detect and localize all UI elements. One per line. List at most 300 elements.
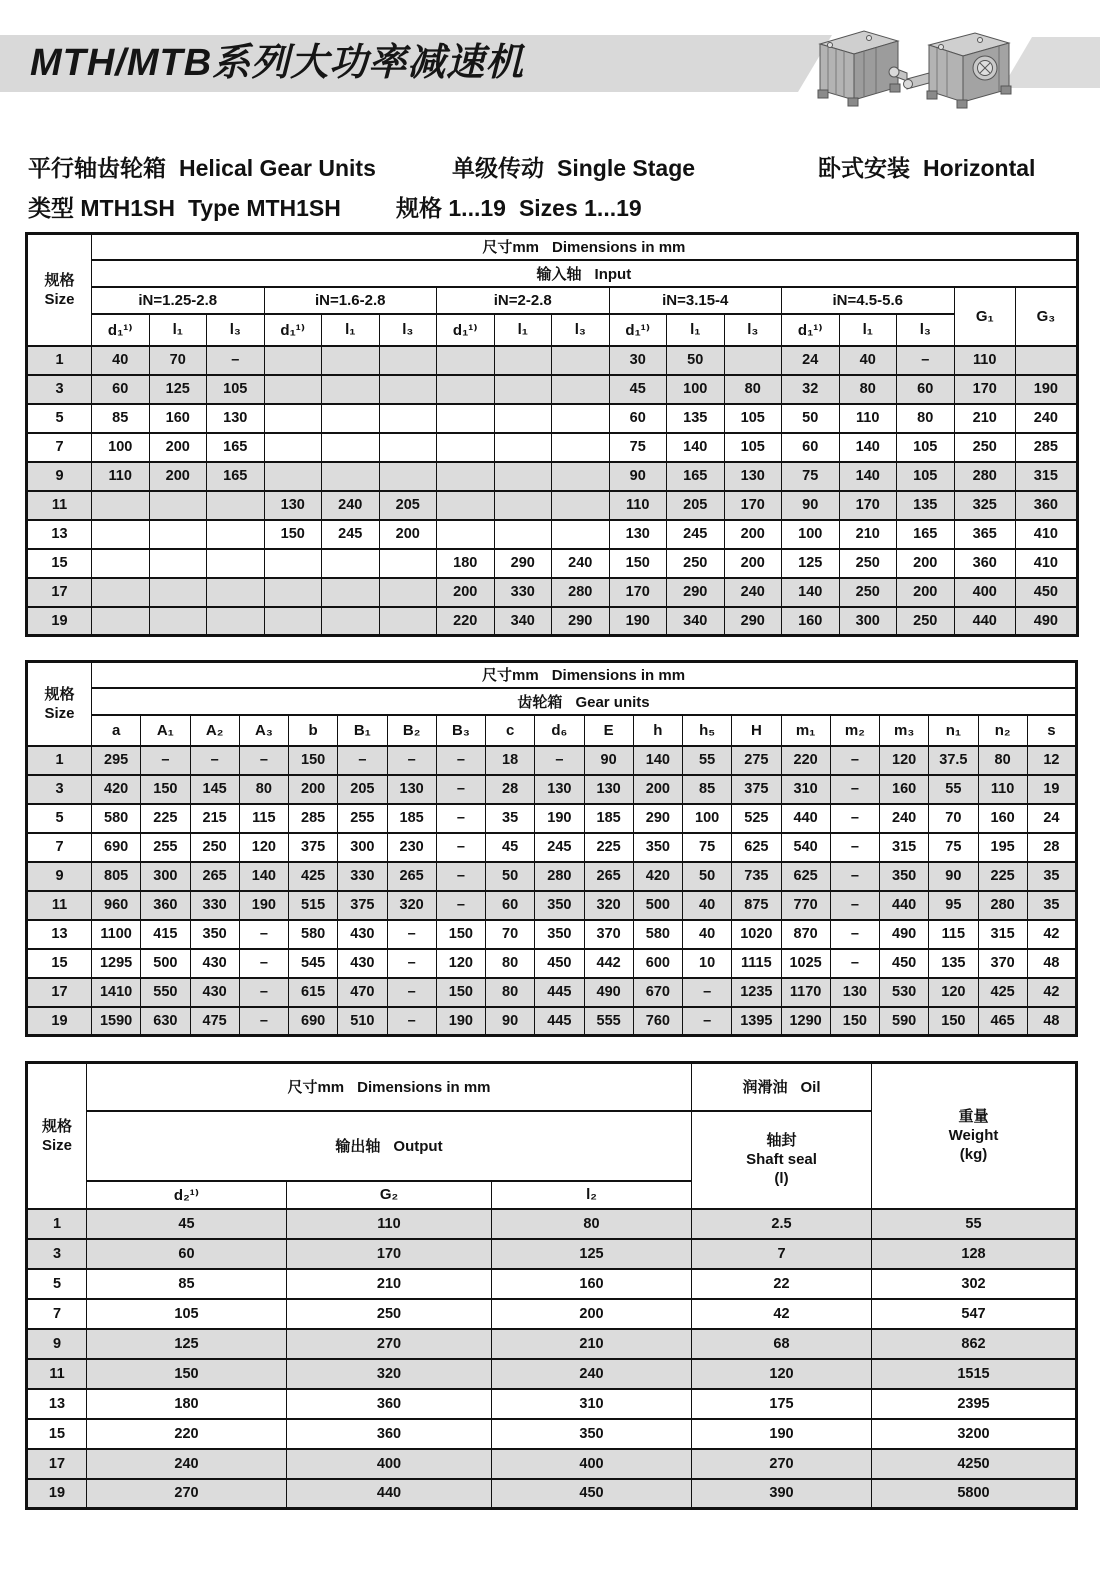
- value-cell: 285: [289, 804, 338, 833]
- value-cell: 310: [781, 775, 830, 804]
- column-header: d₁¹⁾: [609, 314, 667, 346]
- value-cell: 75: [683, 833, 732, 862]
- shaft-seal-column-header: 轴封 Shaft seal (l): [692, 1111, 872, 1209]
- value-cell: 75: [929, 833, 978, 862]
- column-header: B₁: [338, 715, 387, 746]
- value-cell: [379, 433, 437, 462]
- value-cell: [264, 433, 322, 462]
- value-cell: 290: [724, 607, 782, 636]
- value-cell: [1016, 346, 1078, 375]
- value-cell: 28: [1027, 833, 1076, 862]
- value-cell: 48: [1027, 1007, 1076, 1036]
- value-cell: 450: [492, 1479, 692, 1509]
- value-cell: 200: [149, 433, 207, 462]
- value-cell: 270: [87, 1479, 287, 1509]
- value-cell: 22: [692, 1269, 872, 1299]
- table-row: [27, 375, 1078, 404]
- size-column-header: 规格 Size: [27, 234, 92, 346]
- value-cell: [149, 549, 207, 578]
- value-cell: 195: [978, 833, 1027, 862]
- value-cell: 120: [436, 949, 485, 978]
- spacer: [0, 1037, 1100, 1061]
- value-cell: 240: [552, 549, 610, 578]
- value-cell: 190: [692, 1419, 872, 1449]
- value-cell: [552, 462, 610, 491]
- value-cell: 442: [584, 949, 633, 978]
- value-cell: 95: [929, 891, 978, 920]
- input-section-header: 输入轴 Input: [92, 260, 1078, 287]
- table-row: [27, 1269, 1077, 1299]
- value-cell: 150: [929, 1007, 978, 1036]
- value-cell: [494, 346, 552, 375]
- size-cell: 1: [27, 346, 92, 375]
- value-cell: 280: [954, 462, 1016, 491]
- table-row: [27, 1479, 1077, 1509]
- oil-column-header: 润滑油 Oil: [692, 1063, 872, 1111]
- value-cell: 45: [87, 1209, 287, 1239]
- value-cell: 55: [929, 775, 978, 804]
- value-cell: 445: [535, 978, 584, 1007]
- value-cell: 35: [486, 804, 535, 833]
- value-cell: 200: [724, 549, 782, 578]
- value-cell: [207, 607, 265, 636]
- value-cell: 350: [535, 920, 584, 949]
- value-cell: 42: [1027, 920, 1076, 949]
- weight-column-header: 重量 Weight (kg): [872, 1063, 1077, 1209]
- value-cell: –: [239, 949, 288, 978]
- value-cell: 862: [872, 1329, 1077, 1359]
- value-cell: [322, 462, 380, 491]
- value-cell: –: [436, 862, 485, 891]
- value-cell: 350: [190, 920, 239, 949]
- value-cell: –: [830, 775, 879, 804]
- value-cell: 42: [1027, 978, 1076, 1007]
- value-cell: 370: [978, 949, 1027, 978]
- value-cell: 420: [92, 775, 141, 804]
- table-row: [27, 1299, 1077, 1329]
- value-cell: –: [830, 862, 879, 891]
- value-cell: 245: [322, 520, 380, 549]
- value-cell: 280: [535, 862, 584, 891]
- page-header: [0, 0, 1100, 148]
- size-cell: 11: [27, 1359, 87, 1389]
- value-cell: [437, 346, 495, 375]
- value-cell: 135: [929, 949, 978, 978]
- value-cell: 870: [781, 920, 830, 949]
- size-cell: 9: [27, 862, 92, 891]
- value-cell: [149, 491, 207, 520]
- column-header: l₁: [667, 314, 725, 346]
- value-cell: 130: [207, 404, 265, 433]
- value-cell: 90: [609, 462, 667, 491]
- value-cell: 55: [683, 746, 732, 775]
- value-cell: 160: [149, 404, 207, 433]
- value-cell: 415: [141, 920, 190, 949]
- value-cell: [207, 491, 265, 520]
- value-cell: 80: [978, 746, 1027, 775]
- table-row: [27, 520, 1078, 549]
- value-cell: 515: [289, 891, 338, 920]
- value-cell: 110: [92, 462, 150, 491]
- column-header: d₁¹⁾: [782, 314, 840, 346]
- value-cell: 330: [494, 578, 552, 607]
- value-cell: 170: [609, 578, 667, 607]
- value-cell: 625: [781, 862, 830, 891]
- input-shaft-dimensions-table: [25, 232, 1079, 637]
- value-cell: 105: [724, 433, 782, 462]
- column-header: m₁: [781, 715, 830, 746]
- value-cell: 180: [437, 549, 495, 578]
- table-row: [27, 891, 1077, 920]
- column-header: b: [289, 715, 338, 746]
- value-cell: 470: [338, 978, 387, 1007]
- value-cell: 760: [633, 1007, 682, 1036]
- value-cell: 75: [609, 433, 667, 462]
- value-cell: 120: [880, 746, 929, 775]
- value-cell: 300: [839, 607, 897, 636]
- value-cell: –: [338, 746, 387, 775]
- value-cell: 130: [724, 462, 782, 491]
- value-cell: 770: [781, 891, 830, 920]
- table-row: [27, 862, 1077, 891]
- value-cell: 445: [535, 1007, 584, 1036]
- size-cell: 13: [27, 520, 92, 549]
- size-cell: 5: [27, 1269, 87, 1299]
- column-header: h: [633, 715, 682, 746]
- value-cell: 200: [724, 520, 782, 549]
- value-cell: 205: [338, 775, 387, 804]
- value-cell: 2395: [872, 1389, 1077, 1419]
- value-cell: 240: [492, 1359, 692, 1389]
- column-header: A₃: [239, 715, 288, 746]
- size-cell: 1: [27, 1209, 87, 1239]
- value-cell: 375: [732, 775, 781, 804]
- value-cell: 550: [141, 978, 190, 1007]
- value-cell: 42: [692, 1299, 872, 1329]
- value-cell: 320: [287, 1359, 492, 1389]
- value-cell: 130: [264, 491, 322, 520]
- value-cell: 35: [1027, 891, 1076, 920]
- value-cell: 150: [87, 1359, 287, 1389]
- size-cell: 9: [27, 1329, 87, 1359]
- value-cell: [379, 549, 437, 578]
- value-cell: 300: [338, 833, 387, 862]
- value-cell: 400: [954, 578, 1016, 607]
- value-cell: 320: [387, 891, 436, 920]
- value-cell: 5800: [872, 1479, 1077, 1509]
- value-cell: 80: [724, 375, 782, 404]
- value-cell: 1410: [92, 978, 141, 1007]
- value-cell: 45: [609, 375, 667, 404]
- value-cell: 250: [190, 833, 239, 862]
- value-cell: –: [387, 978, 436, 1007]
- column-header-g3: G₃: [1016, 287, 1078, 346]
- table-row: [27, 833, 1077, 862]
- value-cell: –: [436, 833, 485, 862]
- value-cell: [552, 375, 610, 404]
- value-cell: 270: [287, 1329, 492, 1359]
- output-shaft-oil-weight-table: [25, 1061, 1078, 1510]
- value-cell: –: [207, 346, 265, 375]
- column-header: l₂: [492, 1181, 692, 1209]
- value-cell: [92, 607, 150, 636]
- value-cell: 350: [633, 833, 682, 862]
- value-cell: 340: [667, 607, 725, 636]
- value-cell: [494, 433, 552, 462]
- size-cell: 15: [27, 949, 92, 978]
- table-row: [27, 491, 1078, 520]
- value-cell: [437, 520, 495, 549]
- value-cell: [322, 404, 380, 433]
- value-cell: 440: [954, 607, 1016, 636]
- size-column-header: 规格 Size: [27, 662, 92, 746]
- column-header: a: [92, 715, 141, 746]
- value-cell: 80: [486, 949, 535, 978]
- value-cell: 250: [839, 549, 897, 578]
- value-cell: 190: [239, 891, 288, 920]
- value-cell: 40: [683, 920, 732, 949]
- size-column-header: 规格 Size: [27, 1063, 87, 1209]
- size-cell: 19: [27, 1007, 92, 1036]
- value-cell: 160: [492, 1269, 692, 1299]
- table-row: [27, 404, 1078, 433]
- value-cell: –: [190, 746, 239, 775]
- value-cell: 490: [584, 978, 633, 1007]
- value-cell: 75: [782, 462, 840, 491]
- value-cell: 490: [880, 920, 929, 949]
- value-cell: 40: [683, 891, 732, 920]
- dimensions-title: 尺寸mm Dimensions in mm: [92, 234, 1078, 260]
- value-cell: 690: [92, 833, 141, 862]
- value-cell: 60: [92, 375, 150, 404]
- size-cell: 15: [27, 1419, 87, 1449]
- value-cell: 190: [609, 607, 667, 636]
- value-cell: [437, 491, 495, 520]
- value-cell: [494, 375, 552, 404]
- value-cell: 205: [667, 491, 725, 520]
- value-cell: 160: [880, 775, 929, 804]
- value-cell: 40: [92, 346, 150, 375]
- subtitle-sizes: 规格 1...19 Sizes 1...19: [396, 195, 642, 221]
- value-cell: 85: [92, 404, 150, 433]
- value-cell: 125: [492, 1239, 692, 1269]
- value-cell: [379, 346, 437, 375]
- value-cell: 125: [149, 375, 207, 404]
- value-cell: 80: [486, 978, 535, 1007]
- value-cell: 250: [839, 578, 897, 607]
- value-cell: 145: [190, 775, 239, 804]
- value-cell: 430: [190, 978, 239, 1007]
- value-cell: 410: [1016, 549, 1078, 578]
- gearbox-product-image-left: [806, 20, 908, 117]
- value-cell: [264, 462, 322, 491]
- value-cell: 50: [667, 346, 725, 375]
- table-row: [27, 920, 1077, 949]
- value-cell: [379, 404, 437, 433]
- size-cell: 17: [27, 578, 92, 607]
- value-cell: –: [436, 746, 485, 775]
- value-cell: 302: [872, 1269, 1077, 1299]
- table-row: [27, 1449, 1077, 1479]
- value-cell: 80: [897, 404, 955, 433]
- value-cell: [207, 578, 265, 607]
- value-cell: [552, 520, 610, 549]
- value-cell: 130: [535, 775, 584, 804]
- value-cell: 255: [141, 833, 190, 862]
- value-cell: 490: [1016, 607, 1078, 636]
- value-cell: 10: [683, 949, 732, 978]
- value-cell: 240: [322, 491, 380, 520]
- value-cell: 590: [880, 1007, 929, 1036]
- value-cell: 410: [1016, 520, 1078, 549]
- value-cell: 285: [1016, 433, 1078, 462]
- value-cell: 125: [782, 549, 840, 578]
- table-row: [27, 949, 1077, 978]
- value-cell: [437, 433, 495, 462]
- value-cell: 105: [897, 433, 955, 462]
- value-cell: 1025: [781, 949, 830, 978]
- value-cell: 245: [667, 520, 725, 549]
- value-cell: 200: [897, 578, 955, 607]
- value-cell: 90: [929, 862, 978, 891]
- value-cell: 140: [633, 746, 682, 775]
- value-cell: 37.5: [929, 746, 978, 775]
- value-cell: 150: [264, 520, 322, 549]
- value-cell: 540: [781, 833, 830, 862]
- value-cell: 290: [552, 607, 610, 636]
- value-cell: [207, 549, 265, 578]
- value-cell: 250: [287, 1299, 492, 1329]
- value-cell: [379, 375, 437, 404]
- value-cell: 360: [1016, 491, 1078, 520]
- value-cell: 135: [897, 491, 955, 520]
- value-cell: 120: [239, 833, 288, 862]
- value-cell: 525: [732, 804, 781, 833]
- value-cell: 130: [609, 520, 667, 549]
- value-cell: 325: [954, 491, 1016, 520]
- value-cell: 150: [436, 978, 485, 1007]
- value-cell: 500: [633, 891, 682, 920]
- table-row: [27, 1329, 1077, 1359]
- value-cell: [264, 346, 322, 375]
- value-cell: 165: [207, 462, 265, 491]
- value-cell: 330: [338, 862, 387, 891]
- value-cell: 140: [839, 433, 897, 462]
- value-cell: –: [830, 833, 879, 862]
- table-row: [27, 346, 1078, 375]
- value-cell: 60: [87, 1239, 287, 1269]
- value-cell: 210: [492, 1329, 692, 1359]
- value-cell: 430: [338, 920, 387, 949]
- value-cell: 440: [880, 891, 929, 920]
- value-cell: 375: [338, 891, 387, 920]
- size-cell: 3: [27, 775, 92, 804]
- subtitle-helical-gear-units: 平行轴齿轮箱 Helical Gear Units: [28, 155, 376, 181]
- value-cell: 35: [1027, 862, 1076, 891]
- value-cell: [437, 462, 495, 491]
- value-cell: –: [387, 920, 436, 949]
- column-header: s: [1027, 715, 1076, 746]
- value-cell: 200: [149, 462, 207, 491]
- value-cell: 200: [492, 1299, 692, 1329]
- value-cell: 500: [141, 949, 190, 978]
- value-cell: 100: [683, 804, 732, 833]
- value-cell: 130: [584, 775, 633, 804]
- column-header: l₃: [379, 314, 437, 346]
- value-cell: 105: [207, 375, 265, 404]
- value-cell: 240: [87, 1449, 287, 1479]
- value-cell: 440: [781, 804, 830, 833]
- output-section-header: 输出轴 Output: [87, 1111, 692, 1181]
- value-cell: 360: [287, 1419, 492, 1449]
- value-cell: 375: [289, 833, 338, 862]
- value-cell: [92, 520, 150, 549]
- value-cell: 110: [978, 775, 1027, 804]
- value-cell: 270: [692, 1449, 872, 1479]
- value-cell: 115: [929, 920, 978, 949]
- size-cell: 11: [27, 891, 92, 920]
- value-cell: 110: [609, 491, 667, 520]
- subtitle-single-stage: 单级传动 Single Stage: [452, 155, 696, 181]
- value-cell: 170: [954, 375, 1016, 404]
- value-cell: 425: [978, 978, 1027, 1007]
- value-cell: [92, 578, 150, 607]
- value-cell: 3200: [872, 1419, 1077, 1449]
- value-cell: 100: [92, 433, 150, 462]
- table-row: [27, 607, 1078, 636]
- column-header: n₂: [978, 715, 1027, 746]
- size-cell: 5: [27, 804, 92, 833]
- value-cell: [552, 491, 610, 520]
- value-cell: [264, 607, 322, 636]
- value-cell: 70: [486, 920, 535, 949]
- value-cell: 430: [190, 949, 239, 978]
- value-cell: 465: [978, 1007, 1027, 1036]
- column-header: l₃: [724, 314, 782, 346]
- table-row: [27, 775, 1077, 804]
- value-cell: [379, 462, 437, 491]
- value-cell: 200: [437, 578, 495, 607]
- value-cell: 1115: [732, 949, 781, 978]
- value-cell: 200: [897, 549, 955, 578]
- value-cell: 580: [289, 920, 338, 949]
- value-cell: 547: [872, 1299, 1077, 1329]
- value-cell: 70: [929, 804, 978, 833]
- value-cell: 510: [338, 1007, 387, 1036]
- value-cell: 265: [190, 862, 239, 891]
- value-cell: –: [239, 978, 288, 1007]
- value-cell: [494, 520, 552, 549]
- value-cell: 555: [584, 1007, 633, 1036]
- value-cell: [264, 404, 322, 433]
- value-cell: 19: [1027, 775, 1076, 804]
- value-cell: –: [897, 346, 955, 375]
- column-header: d₁¹⁾: [437, 314, 495, 346]
- value-cell: 315: [880, 833, 929, 862]
- value-cell: 250: [667, 549, 725, 578]
- value-cell: –: [830, 746, 879, 775]
- value-cell: 400: [287, 1449, 492, 1479]
- column-header: E: [584, 715, 633, 746]
- value-cell: [379, 607, 437, 636]
- value-cell: [379, 578, 437, 607]
- dimensions-title: 尺寸mm Dimensions in mm: [92, 662, 1077, 688]
- value-cell: 150: [436, 920, 485, 949]
- value-cell: 160: [978, 804, 1027, 833]
- value-cell: 12: [1027, 746, 1076, 775]
- value-cell: 310: [492, 1389, 692, 1419]
- value-cell: 210: [839, 520, 897, 549]
